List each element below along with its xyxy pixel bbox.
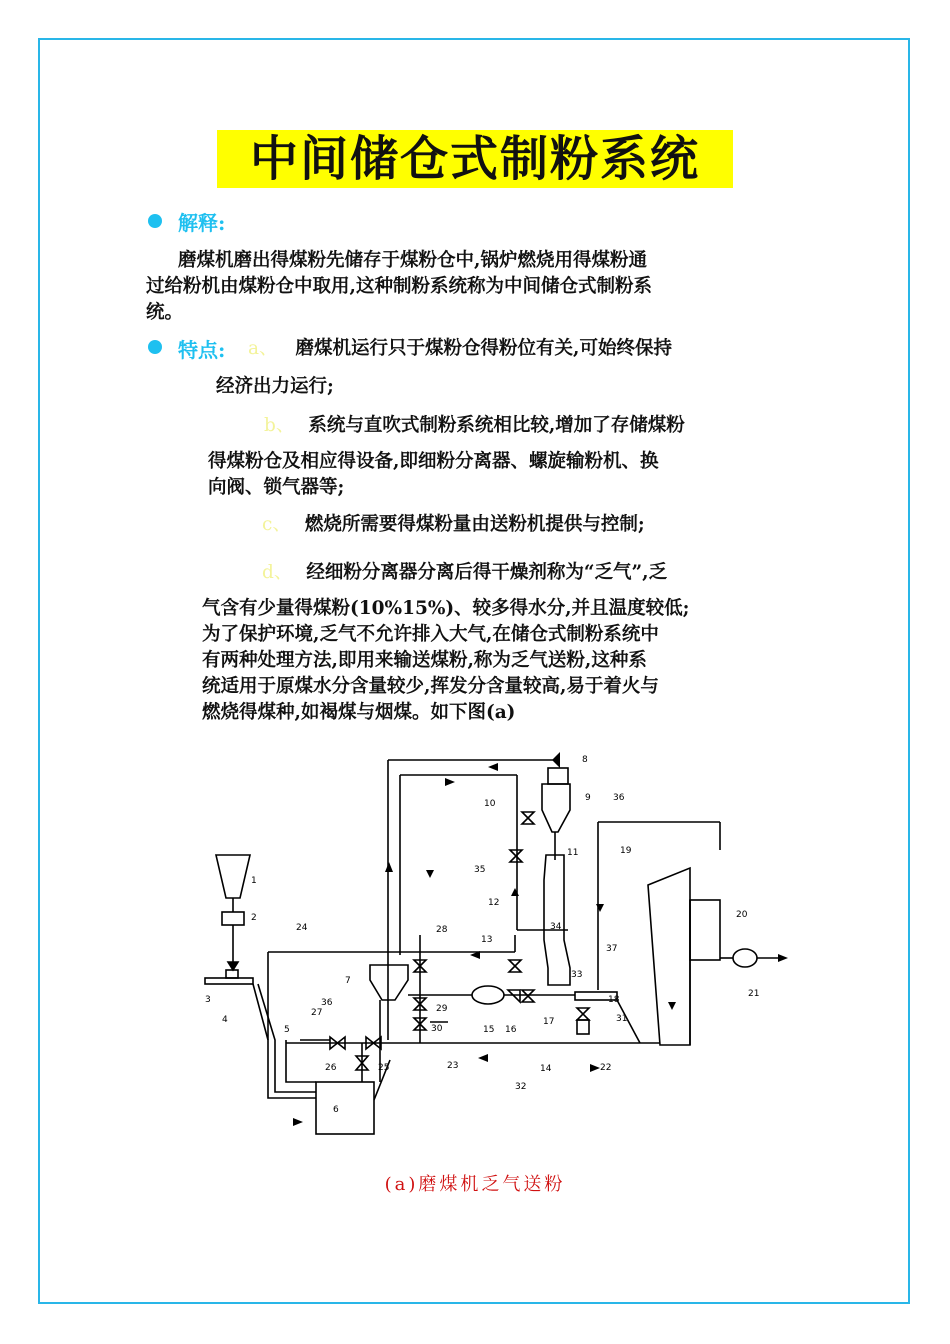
svg-text:36: 36	[613, 793, 625, 803]
svg-text:28: 28	[436, 925, 448, 935]
svg-text:19: 19	[620, 846, 632, 856]
svg-text:24: 24	[296, 923, 308, 933]
feature-a-marker: a、	[248, 338, 278, 359]
svg-text:29: 29	[436, 1004, 448, 1014]
svg-text:31: 31	[616, 1014, 628, 1024]
svg-text:8: 8	[582, 755, 588, 765]
svg-text:25: 25	[378, 1063, 390, 1073]
feature-b-line-3: 向阀、锁气器等;	[208, 477, 345, 498]
svg-text:37: 37	[606, 944, 618, 954]
explain-line-3: 统。	[146, 302, 184, 323]
svg-text:27: 27	[311, 1008, 323, 1018]
feature-c-text: 燃烧所需要得煤粉量由送粉机提供与控制;	[304, 514, 645, 535]
svg-text:15: 15	[483, 1025, 495, 1035]
svg-text:20: 20	[736, 910, 748, 920]
svg-text:34: 34	[550, 922, 562, 932]
features-heading: 特点:	[178, 338, 226, 362]
svg-text:2: 2	[251, 913, 257, 923]
feature-d-line-3: 为了保护环境,乏气不允许排入大气,在储仓式制粉系统中	[202, 624, 659, 645]
feature-d-line-4: 有两种处理方法,即用来输送煤粉,称为乏气送粉,这种系	[202, 650, 647, 671]
explain-line-2: 过给粉机由煤粉仓中取用,这种制粉系统称为中间储仓式制粉系	[146, 276, 652, 297]
feature-a-text: 磨煤机运行只于煤粉仓得粉位有关,可始终保持	[295, 338, 672, 359]
svg-text:4: 4	[222, 1015, 228, 1025]
svg-text:26: 26	[325, 1063, 337, 1073]
feature-d-line-2: 气含有少量得煤粉(10%15%)、较多得水分,并且温度较低;	[202, 598, 690, 619]
svg-text:12: 12	[488, 898, 500, 908]
svg-text:13: 13	[481, 935, 493, 945]
svg-text:16: 16	[505, 1025, 517, 1035]
svg-text:5: 5	[284, 1025, 290, 1035]
svg-text:3: 3	[205, 995, 211, 1005]
svg-text:1: 1	[251, 876, 257, 886]
svg-text:32: 32	[515, 1082, 527, 1092]
feature-a-line-2: 经济出力运行;	[216, 376, 334, 397]
svg-text:33: 33	[571, 970, 583, 980]
svg-text:18: 18	[608, 995, 620, 1005]
svg-text:21: 21	[748, 989, 760, 999]
feature-d-line-6: 燃烧得煤种,如褐煤与烟煤。如下图(a)	[202, 702, 516, 723]
page-title: 中间储仓式制粉系统	[217, 130, 733, 188]
explain-heading: 解释:	[178, 211, 226, 235]
svg-text:7: 7	[345, 976, 351, 986]
svg-text:36: 36	[321, 998, 333, 1008]
svg-text:30: 30	[431, 1024, 443, 1034]
feature-d-marker: d、	[262, 562, 293, 583]
svg-text:9: 9	[585, 793, 591, 803]
svg-text:11: 11	[567, 848, 579, 858]
svg-text:22: 22	[600, 1063, 612, 1073]
explain-line-1: 磨煤机磨出得煤粉先储存于煤粉仓中,锅炉燃烧用得煤粉通	[178, 250, 647, 271]
svg-text:10: 10	[484, 799, 496, 809]
feature-b-marker: b、	[264, 415, 295, 436]
feature-c-marker: c、	[262, 514, 291, 535]
svg-text:23: 23	[447, 1061, 459, 1071]
feature-d-line-5: 统适用于原煤水分含量较少,挥发分含量较高,易于着火与	[202, 676, 659, 697]
feature-d-text: 经细粉分离器分离后得干燥剂称为“乏气”,乏	[306, 562, 668, 583]
feature-b-text: 系统与直吹式制粉系统相比较,增加了存储煤粉	[308, 415, 685, 436]
svg-text:35: 35	[474, 865, 486, 875]
feature-b-line-2: 得煤粉仓及相应得设备,即细粉分离器、螺旋输粉机、换	[208, 451, 659, 472]
svg-text:17: 17	[543, 1017, 555, 1027]
svg-text:14: 14	[540, 1064, 552, 1074]
svg-text:6: 6	[333, 1105, 339, 1115]
figure-caption: (a)磨煤机乏气送粉	[384, 1174, 566, 1195]
